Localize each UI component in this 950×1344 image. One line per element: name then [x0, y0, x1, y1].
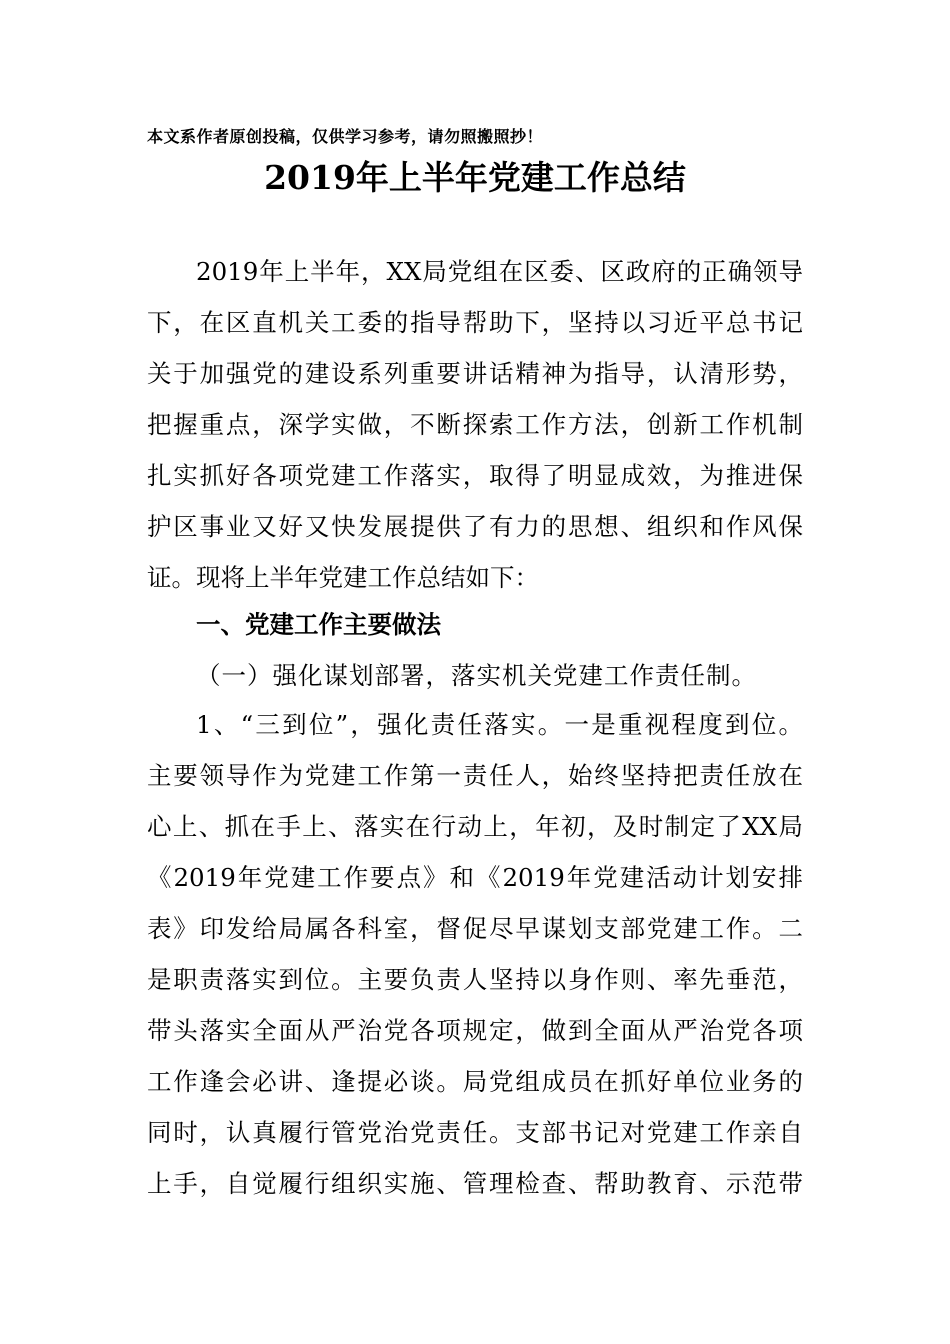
body-line-7: 带头落实全面从严治党各项规定，做到全面从严治党各项 — [147, 1016, 803, 1045]
body-line-8: 工作逢会必讲、逢提必谈。局党组成员在抓好单位业务的 — [147, 1067, 803, 1096]
body-line-2: 主要领导作为党建工作第一责任人，始终坚持把责任放在 — [147, 761, 803, 790]
body-line-9: 同时，认真履行管党治党责任。支部书记对党建工作亲自 — [147, 1118, 803, 1147]
intro-line-4: 把握重点，深学实做，不断探索工作方法，创新工作机制 — [147, 410, 803, 439]
body-line-4: 《2019年党建工作要点》和《2019年党建活动计划安排 — [147, 863, 803, 892]
body-line-3: 心上、抓在手上、落实在行动上，年初，及时制定了XX局 — [147, 812, 803, 841]
copyright-notice: 本文系作者原创投稿，仅供学习参考，请勿照搬照抄！ — [147, 127, 544, 146]
body-line-10: 上手，自觉履行组织实施、管理检查、帮助教育、示范带 — [147, 1169, 803, 1198]
intro-line-7: 证。现将上半年党建工作总结如下： — [147, 563, 539, 592]
intro-line-3: 关于加强党的建设系列重要讲话精神为指导，认清形势， — [147, 359, 803, 388]
document-title: 2019年上半年党建工作总结 — [264, 158, 686, 197]
body-line-1: 1、“三到位”，强化责任落实。一是重视程度到位。 — [196, 710, 803, 739]
intro-line-2: 下，在区直机关工委的指导帮助下，坚持以习近平总书记 — [147, 308, 803, 337]
subsection-heading: （一）强化谋划部署，落实机关党建工作责任制。 — [196, 661, 757, 690]
intro-line-6: 护区事业又好又快发展提供了有力的思想、组织和作风保 — [147, 512, 803, 541]
body-line-6: 是职责落实到位。主要负责人坚持以身作则、率先垂范， — [147, 965, 803, 994]
intro-line-5: 扎实抓好各项党建工作落实，取得了明显成效，为推进保 — [147, 461, 803, 490]
intro-line-1: 2019年上半年，XX局党组在区委、区政府的正确领导 — [196, 257, 803, 286]
body-line-5: 表》印发给局属各科室，督促尽早谋划支部党建工作。二 — [147, 914, 803, 943]
section-heading: 一、党建工作主要做法 — [196, 610, 441, 639]
